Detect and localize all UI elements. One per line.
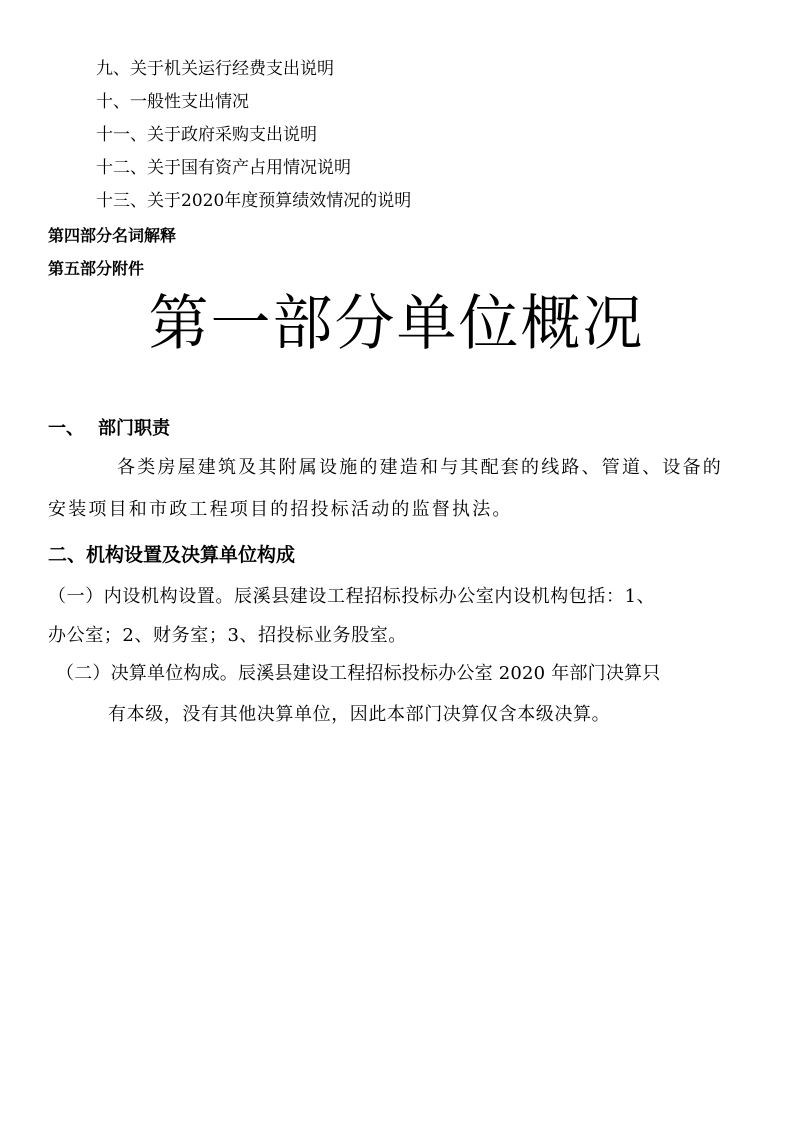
toc-item-9: 九、关于机关运行经费支出说明: [96, 59, 334, 79]
toc-part-5: 第五部分附件: [48, 259, 145, 278]
toc-item-10: 十、一般性支出情况: [96, 92, 249, 112]
section-1-title: 部门职责: [98, 418, 170, 439]
toc-item-11: 十一、关于政府采购支出说明: [96, 125, 317, 145]
toc-part-4: 第四部分名词解释: [48, 226, 177, 245]
section-2-heading: 二、机构设置及决算单位构成: [48, 544, 296, 566]
section-1-paragraph-line-2: 安装项目和市政工程项目的招投标活动的监督执法。: [48, 499, 513, 520]
toc-item-12: 十二、关于国有资产占用情况说明: [96, 158, 351, 178]
section-1-heading: [48, 416, 170, 442]
section-2-p1-line-1: （一）内设机构设置。辰溪县建设工程招标投标办公室内设机构包括：1、: [48, 586, 656, 607]
section-1-paragraph-line-1: 各类房屋建筑及其附属设施的建造和与其配套的线路、管道、设备的: [117, 457, 723, 478]
page-title: 第一部分单位概况: [148, 289, 645, 359]
section-1-number: 一、: [48, 418, 84, 439]
section-2-p2-line-2: 有本级，没有其他决算单位，因此本部门决算仅含本级决算。: [108, 704, 611, 725]
section-2-p1-line-2: 办公室；2、财务室；3、招投标业务股室。: [48, 625, 407, 646]
toc-item-13: 十三、关于2020年度预算绩效情况的说明: [96, 191, 412, 211]
section-2-p2-line-1: （二）决算单位构成。辰溪县建设工程招标投标办公室 2020 年部门决算只: [56, 663, 661, 684]
